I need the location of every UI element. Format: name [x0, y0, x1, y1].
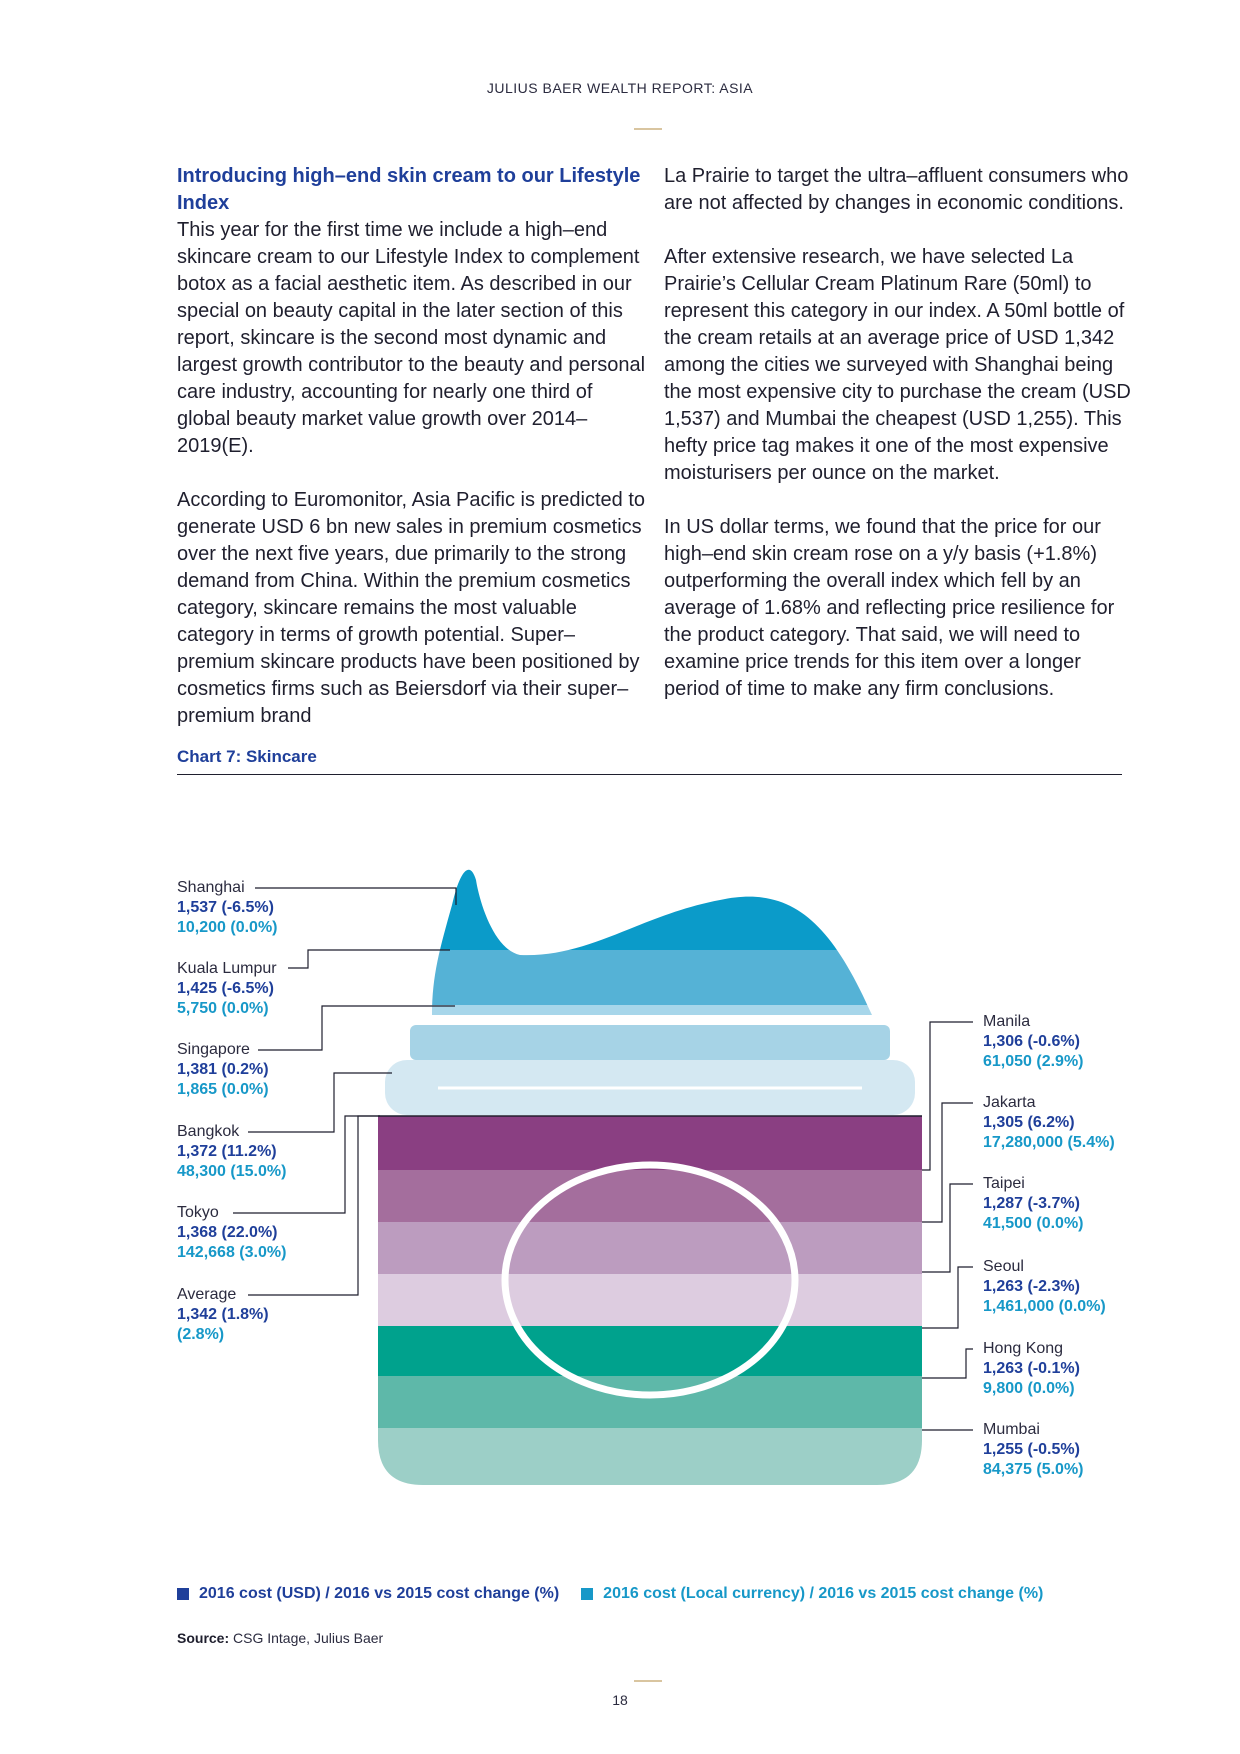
lid-band-2	[420, 950, 890, 1005]
paragraph-5: In US dollar terms, we found that the price for our high–end skin cream rose on a y/y basis (+1.8%) outperforming the overall index which fell by an average of 1.68% and reflecting price resilience for the product category. That said, we will need to examine price trends for this item over a longer period of time to make any firm conclusions.	[664, 516, 1115, 700]
paragraph-3: La Prairie to target the ultra–affluent consumers who are not affected by changes in economic conditions.	[664, 165, 1129, 214]
local-value: 10,200 (0.0%)	[177, 919, 278, 936]
leader-kuala-lumpur	[288, 950, 450, 968]
body-band-3	[378, 1222, 922, 1274]
usd-value: 1,263 (-0.1%)	[983, 1360, 1080, 1377]
footer-gold-rule	[634, 1680, 662, 1682]
usd-value: 1,306 (-0.6%)	[983, 1033, 1080, 1050]
usd-value: 1,255 (-0.5%)	[983, 1441, 1080, 1458]
body-band-6	[378, 1376, 922, 1428]
usd-value: 1,368 (22.0%)	[177, 1224, 278, 1241]
paragraph-1: This year for the first time we include a high–end skincare cream to our Lifestyle Index to complement botox as a facial aesthetic item. As described in our special on beauty capital in the later section of this report, skincare is the second most dynamic and largest growth contributor to the beauty and personal care industry, accounting for nearly one third of global beauty market value growth over 2014–2019(E).	[177, 219, 646, 457]
neck-band-1	[410, 1025, 890, 1060]
local-value: 5,750 (0.0%)	[177, 1000, 269, 1017]
usd-value: 1,305 (6.2%)	[983, 1114, 1075, 1131]
city-name: Manila	[983, 1013, 1031, 1030]
city-name: Average	[177, 1286, 237, 1303]
usd-value: 1,425 (-6.5%)	[177, 980, 274, 997]
jar-neck	[385, 1025, 915, 1115]
local-value: 1,461,000 (0.0%)	[983, 1298, 1106, 1315]
city-name: Taipei	[983, 1175, 1025, 1192]
usd-value: 1,342 (1.8%)	[177, 1306, 269, 1323]
city-label-hong-kong	[983, 1339, 1080, 1399]
legend-item-local	[581, 1585, 1043, 1603]
city-name: Kuala Lumpur	[177, 960, 277, 977]
leader-taipei	[922, 1184, 973, 1272]
lid-band-3	[420, 1005, 890, 1025]
section-heading: Introducing high–end skin cream to our Lifestyle Index	[177, 165, 641, 214]
local-value: 48,300 (15.0%)	[177, 1163, 287, 1180]
city-name: Singapore	[177, 1041, 250, 1058]
local-value: 61,050 (2.9%)	[983, 1053, 1084, 1070]
report-header: JULIUS BAER WEALTH REPORT: ASIA	[486, 80, 754, 96]
local-value: 9,800 (0.0%)	[983, 1380, 1075, 1397]
body-band-5	[378, 1326, 922, 1376]
city-label-jakarta	[983, 1093, 1115, 1153]
chart-source	[177, 1630, 383, 1646]
city-name: Mumbai	[983, 1421, 1040, 1438]
body-band-4	[378, 1274, 922, 1326]
legend-label-local: 2016 cost (Local currency) / 2016 vs 2015 cost change (%)	[603, 1585, 1044, 1602]
leader-shanghai	[255, 888, 456, 905]
city-label-bangkok	[177, 1122, 286, 1182]
city-label-tokyo	[177, 1203, 286, 1263]
city-label-average	[177, 1285, 269, 1345]
local-value: 142,668 (3.0%)	[177, 1244, 287, 1261]
source-text: CSG Intage, Julius Baer	[229, 1630, 384, 1646]
local-value: (2.8%)	[177, 1326, 225, 1343]
city-label-singapore	[177, 1040, 269, 1100]
city-label-manila	[983, 1012, 1084, 1072]
legend-swatch-local	[581, 1588, 593, 1600]
local-value: 1,865 (0.0%)	[177, 1081, 269, 1098]
leader-manila	[922, 1022, 973, 1170]
page-number: 18	[612, 1692, 628, 1708]
usd-value: 1,372 (11.2%)	[177, 1143, 277, 1160]
usd-value: 1,263 (-2.3%)	[983, 1278, 1080, 1295]
leader-seoul	[922, 1267, 973, 1328]
paragraph-2: According to Euromonitor, Asia Pacific is predicted to generate USD 6 bn new sales in premium cosmetics over the next five years, due primarily to the strong demand from China. Within the premium cosmetics category, skincare remains the most valuable category in terms of growth potential. Super–premium skincare products have been positioned by cosmetics firms such as Beiersdorf via their super–premium brand	[177, 489, 646, 727]
leader-hong-kong	[922, 1349, 973, 1378]
city-name: Tokyo	[177, 1204, 219, 1221]
city-name: Bangkok	[177, 1123, 240, 1140]
chart-legend	[177, 1585, 1043, 1603]
body-band-2	[378, 1170, 922, 1222]
legend-label-usd: 2016 cost (USD) / 2016 vs 2015 cost change (%)	[199, 1585, 560, 1602]
source-label: Source:	[177, 1630, 230, 1646]
city-label-taipei	[983, 1174, 1084, 1234]
city-name: Shanghai	[177, 879, 245, 896]
city-name: Jakarta	[983, 1094, 1036, 1111]
local-value: 41,500 (0.0%)	[983, 1215, 1084, 1232]
paragraph-4: After extensive research, we have selected La Prairie’s Cellular Cream Platinum Rare (50ml) to represent this category in our index. A 50ml bottle of the cream retails at an average price of USD 1,342 among the cities we surveyed with Shanghai being the most expensive city to purchase the cream (USD 1,537) and Mumbai the cheapest (USD 1,255). This hefty price tag makes it one of the most expensive moisturisers per ounce on the market.	[664, 246, 1131, 484]
local-value: 17,280,000 (5.4%)	[983, 1134, 1115, 1151]
usd-value: 1,381 (0.2%)	[177, 1061, 269, 1078]
lid-band-1	[420, 850, 890, 950]
city-label-mumbai	[983, 1420, 1084, 1480]
usd-value: 1,287 (-3.7%)	[983, 1195, 1080, 1212]
jar-lid	[420, 850, 890, 1025]
local-value: 84,375 (5.0%)	[983, 1461, 1084, 1478]
usd-value: 1,537 (-6.5%)	[177, 899, 274, 916]
legend-swatch-usd	[177, 1588, 189, 1600]
jar-body	[378, 1116, 922, 1485]
city-label-seoul	[983, 1257, 1106, 1317]
city-name: Hong Kong	[983, 1340, 1064, 1357]
chart-title: Chart 7: Skincare	[177, 747, 317, 766]
city-label-shanghai	[177, 878, 278, 938]
legend-item-usd	[177, 1585, 559, 1603]
city-name: Seoul	[983, 1258, 1024, 1275]
city-label-kuala-lumpur	[177, 959, 277, 1019]
